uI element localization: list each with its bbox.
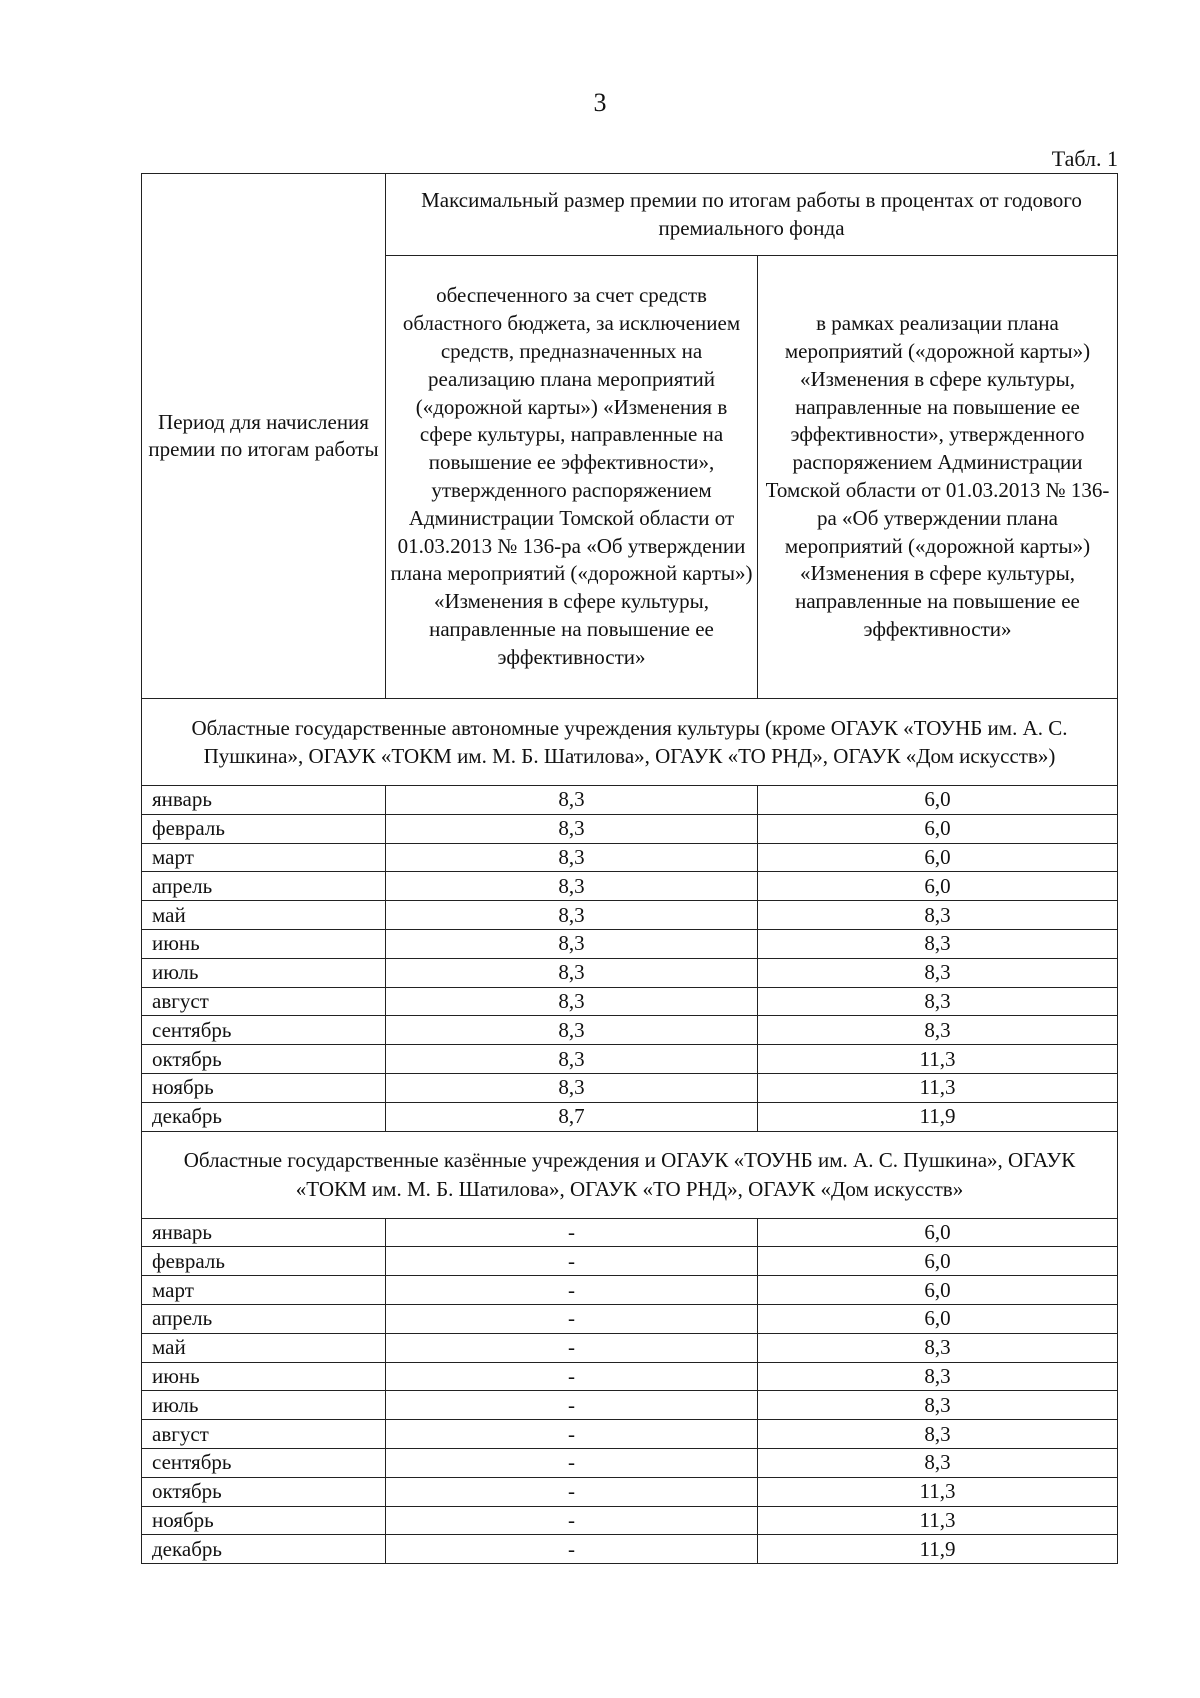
budget-value-cell: - <box>386 1506 758 1535</box>
roadmap-value-cell: 11,9 <box>758 1535 1118 1564</box>
header-max-bonus: Максимальный размер премии по итогам работы в процентах от годового премиального фонда <box>386 174 1118 256</box>
table-row <box>142 901 1118 930</box>
section-row <box>142 1131 1118 1218</box>
roadmap-value-cell: 8,3 <box>758 1391 1118 1420</box>
roadmap-value-cell: 6,0 <box>758 843 1118 872</box>
roadmap-value-cell: 8,3 <box>758 1016 1118 1045</box>
month-cell: октябрь <box>142 1045 386 1074</box>
roadmap-value-cell: 8,3 <box>758 901 1118 930</box>
month-cell: сентябрь <box>142 1016 386 1045</box>
month-cell: август <box>142 1420 386 1449</box>
header-row-top <box>142 174 1118 256</box>
budget-value-cell: - <box>386 1362 758 1391</box>
month-cell: июль <box>142 958 386 987</box>
budget-value-cell: 8,3 <box>386 929 758 958</box>
roadmap-value-cell: 8,3 <box>758 958 1118 987</box>
month-cell: апрель <box>142 872 386 901</box>
roadmap-value-cell: 6,0 <box>758 1247 1118 1276</box>
month-cell: ноябрь <box>142 1506 386 1535</box>
section-row <box>142 699 1118 786</box>
budget-value-cell: - <box>386 1333 758 1362</box>
month-cell: июнь <box>142 929 386 958</box>
month-cell: март <box>142 843 386 872</box>
budget-value-cell: - <box>386 1247 758 1276</box>
table-caption: Табл. 1 <box>1051 146 1118 171</box>
roadmap-value-cell: 8,3 <box>758 987 1118 1016</box>
table-row <box>142 814 1118 843</box>
budget-value-cell: 8,3 <box>386 872 758 901</box>
table-row <box>142 958 1118 987</box>
table-row <box>142 929 1118 958</box>
roadmap-value-cell: 11,9 <box>758 1102 1118 1131</box>
table-row <box>142 1304 1118 1333</box>
table-row <box>142 1420 1118 1449</box>
table-row <box>142 1506 1118 1535</box>
roadmap-value-cell: 6,0 <box>758 872 1118 901</box>
table-row <box>142 872 1118 901</box>
month-cell: сентябрь <box>142 1448 386 1477</box>
budget-value-cell: 8,3 <box>386 1045 758 1074</box>
table-row <box>142 1362 1118 1391</box>
roadmap-value-cell: 6,0 <box>758 1218 1118 1247</box>
month-cell: декабрь <box>142 1102 386 1131</box>
budget-value-cell: - <box>386 1420 758 1449</box>
month-cell: ноябрь <box>142 1073 386 1102</box>
budget-value-cell: - <box>386 1304 758 1333</box>
budget-value-cell: 8,3 <box>386 814 758 843</box>
table-row <box>142 1247 1118 1276</box>
month-cell: октябрь <box>142 1477 386 1506</box>
table-row <box>142 843 1118 872</box>
table-row <box>142 786 1118 815</box>
section-title: Областные государственные автономные учреждения культуры (кроме ОГАУК «ТОУНБ им. А. С. Пушкина», ОГАУК «ТОКМ им. М. Б. Шатилова», ОГАУК «ТО РНД», ОГАУК «Дом искусств») <box>142 699 1118 786</box>
roadmap-value-cell: 6,0 <box>758 1304 1118 1333</box>
budget-value-cell: 8,3 <box>386 987 758 1016</box>
budget-value-cell: 8,3 <box>386 958 758 987</box>
budget-value-cell: 8,3 <box>386 843 758 872</box>
page-number: 3 <box>593 88 607 117</box>
budget-value-cell: 8,3 <box>386 786 758 815</box>
table-row <box>142 1102 1118 1131</box>
month-cell: февраль <box>142 814 386 843</box>
table-row <box>142 1333 1118 1362</box>
roadmap-value-cell: 6,0 <box>758 1276 1118 1305</box>
budget-value-cell: 8,3 <box>386 901 758 930</box>
roadmap-value-cell: 6,0 <box>758 786 1118 815</box>
roadmap-value-cell: 8,3 <box>758 1362 1118 1391</box>
budget-value-cell: - <box>386 1276 758 1305</box>
month-cell: январь <box>142 1218 386 1247</box>
header-budget-column: обеспеченного за счет средств областного бюджета, за исключением средств, предназначенных на реализацию плана мероприятий («дорожной карты») «Изменения в сфере культуры, направленные на повышение ее эффективности», утвержденного распоряжением Администрации Томской области от 01.03.2013 № 136-ра «Об утверждении плана мероприятий («дорожной карты») «Изменения в сфере культуры, направленные на повышение ее эффективности» <box>386 256 758 699</box>
budget-value-cell: - <box>386 1477 758 1506</box>
budget-value-cell: - <box>386 1391 758 1420</box>
table-row <box>142 1535 1118 1564</box>
roadmap-value-cell: 6,0 <box>758 814 1118 843</box>
table-row <box>142 1448 1118 1477</box>
roadmap-value-cell: 11,3 <box>758 1045 1118 1074</box>
budget-value-cell: - <box>386 1535 758 1564</box>
table-row <box>142 1045 1118 1074</box>
budget-value-cell: - <box>386 1218 758 1247</box>
budget-value-cell: 8,3 <box>386 1016 758 1045</box>
bonus-table <box>141 173 1118 1564</box>
table-row <box>142 987 1118 1016</box>
header-roadmap-column: в рамках реализации плана мероприятий («дорожной карты») «Изменения в сфере культуры, направленные на повышение ее эффективности», утвержденного распоряжением Администрации Томской области от 01.03.2013 № 136-ра «Об утверждении плана мероприятий («дорожной карты») «Изменения в сфере культуры, направленные на повышение ее эффективности» <box>758 256 1118 699</box>
roadmap-value-cell: 11,3 <box>758 1477 1118 1506</box>
month-cell: январь <box>142 786 386 815</box>
table-row <box>142 1276 1118 1305</box>
section-title: Областные государственные казённые учреждения и ОГАУК «ТОУНБ им. А. С. Пушкина», ОГАУК «ТОКМ им. М. Б. Шатилова», ОГАУК «ТО РНД», ОГАУК «Дом искусств» <box>142 1131 1118 1218</box>
month-cell: июль <box>142 1391 386 1420</box>
month-cell: февраль <box>142 1247 386 1276</box>
month-cell: май <box>142 1333 386 1362</box>
table-row <box>142 1016 1118 1045</box>
roadmap-value-cell: 8,3 <box>758 1448 1118 1477</box>
roadmap-value-cell: 8,3 <box>758 1420 1118 1449</box>
budget-value-cell: 8,7 <box>386 1102 758 1131</box>
month-cell: июнь <box>142 1362 386 1391</box>
table-row <box>142 1391 1118 1420</box>
table-row <box>142 1218 1118 1247</box>
roadmap-value-cell: 11,3 <box>758 1506 1118 1535</box>
roadmap-value-cell: 11,3 <box>758 1073 1118 1102</box>
budget-value-cell: 8,3 <box>386 1073 758 1102</box>
roadmap-value-cell: 8,3 <box>758 929 1118 958</box>
table-row <box>142 1073 1118 1102</box>
month-cell: декабрь <box>142 1535 386 1564</box>
roadmap-value-cell: 8,3 <box>758 1333 1118 1362</box>
month-cell: март <box>142 1276 386 1305</box>
month-cell: май <box>142 901 386 930</box>
table-row <box>142 1477 1118 1506</box>
month-cell: август <box>142 987 386 1016</box>
budget-value-cell: - <box>386 1448 758 1477</box>
month-cell: апрель <box>142 1304 386 1333</box>
header-period: Период для начисления премии по итогам работы <box>142 174 386 699</box>
